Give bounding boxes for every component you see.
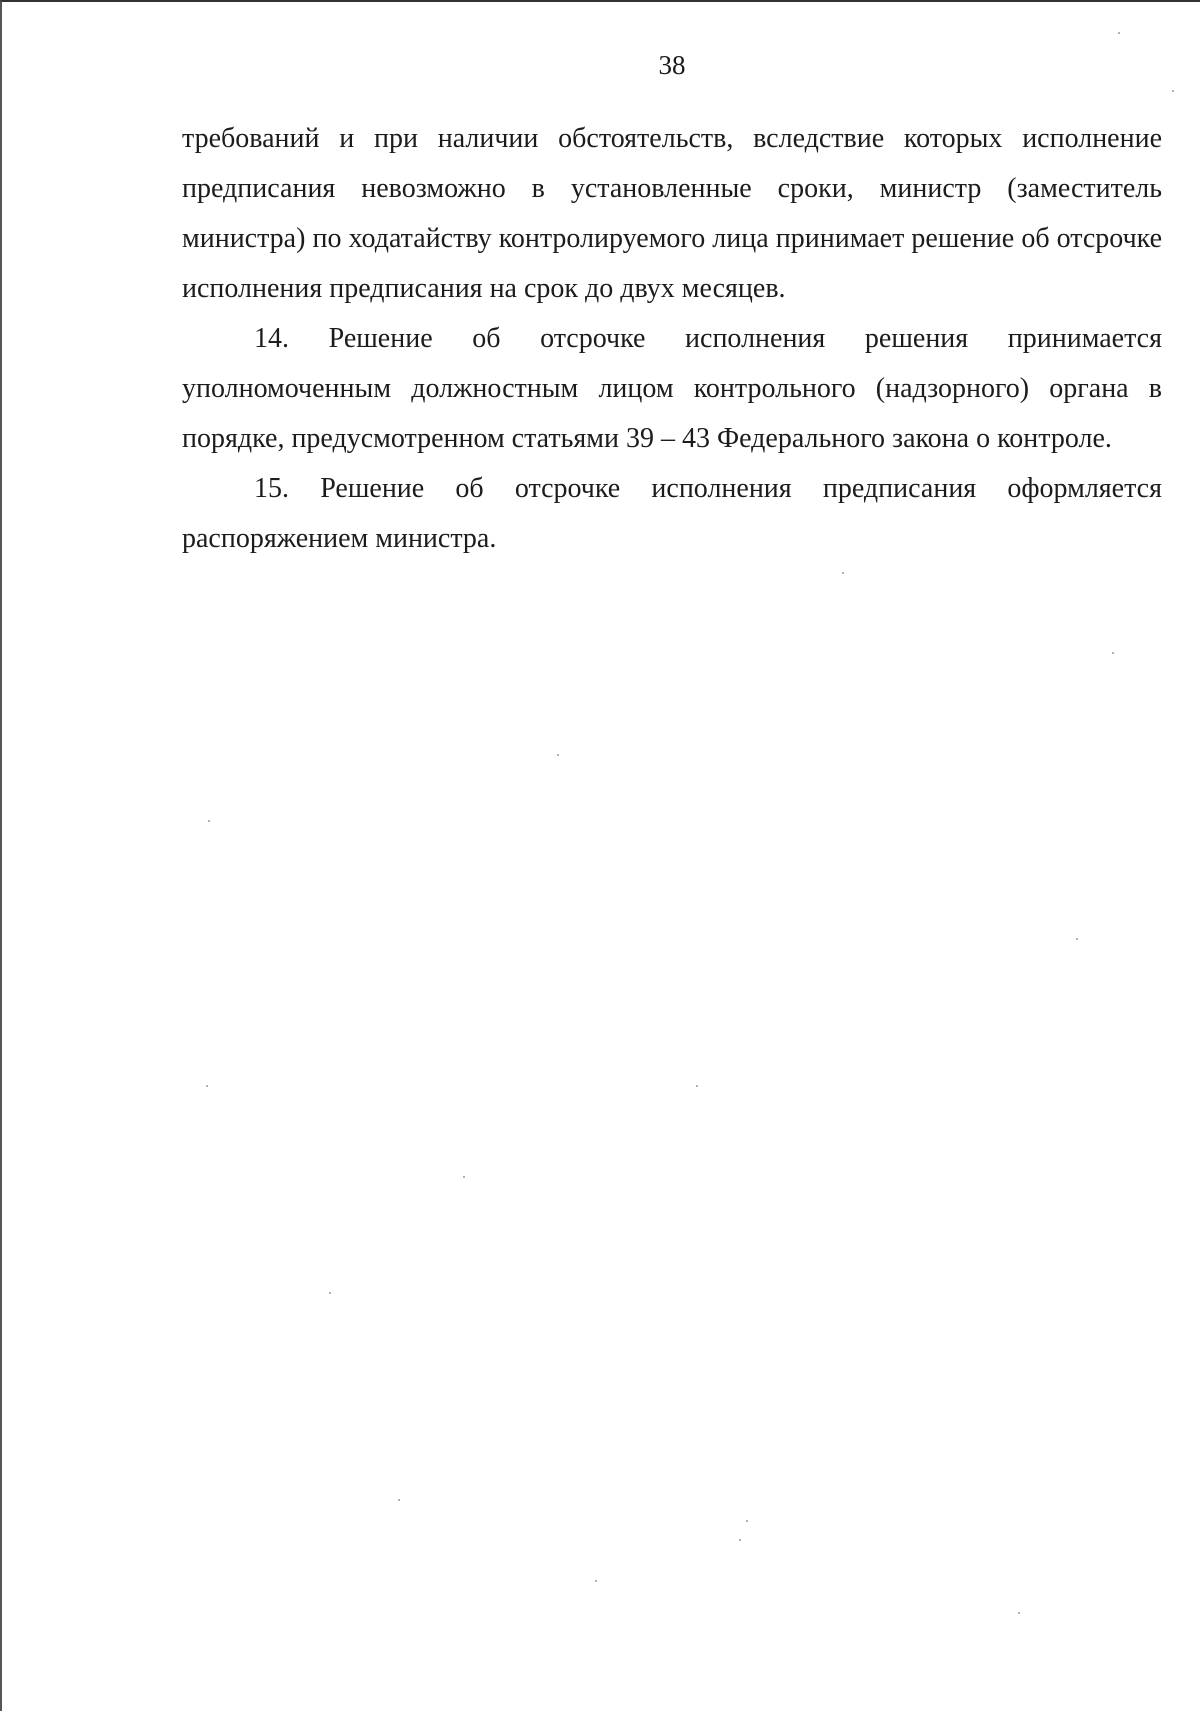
- scan-speck: [1018, 1612, 1020, 1614]
- scan-speck: [329, 1292, 331, 1294]
- scan-speck: [557, 754, 559, 756]
- scan-speck: [746, 1520, 748, 1522]
- scan-speck: [696, 1085, 698, 1087]
- scan-speck: [842, 572, 844, 574]
- paragraph-continuation: требований и при наличии обстоятельств, вследствие которых исполнение предписания невозможно в установленные сроки, министр (заместитель министра) по ходатайству контролируемого лица принимает решение об отсрочке исполнения предписания на срок до двух месяцев.: [182, 123, 1162, 304]
- scan-speck: [1112, 652, 1114, 654]
- scan-speck: [463, 1176, 465, 1178]
- scan-speck: [208, 820, 210, 822]
- scan-speck: [1118, 32, 1120, 34]
- paragraph-15: 15. Решение об отсрочке исполнения предписания оформляется распоряжением министра.: [182, 473, 1162, 554]
- scan-speck: [1076, 938, 1078, 940]
- scan-speck: [739, 1539, 741, 1541]
- document-body: [182, 114, 1162, 564]
- paragraph-14: 14. Решение об отсрочке исполнения решения принимается уполномоченным должностным лицом контрольного (надзорного) органа в порядке, предусмотренном статьями 39 – 43 Федерального закона о контроле.: [182, 323, 1162, 454]
- scan-speck: [206, 1085, 208, 1087]
- scan-speck: [398, 1499, 400, 1501]
- scan-speck: [1172, 90, 1174, 92]
- scan-speck: [595, 1580, 597, 1582]
- page-number: 38: [658, 50, 686, 80]
